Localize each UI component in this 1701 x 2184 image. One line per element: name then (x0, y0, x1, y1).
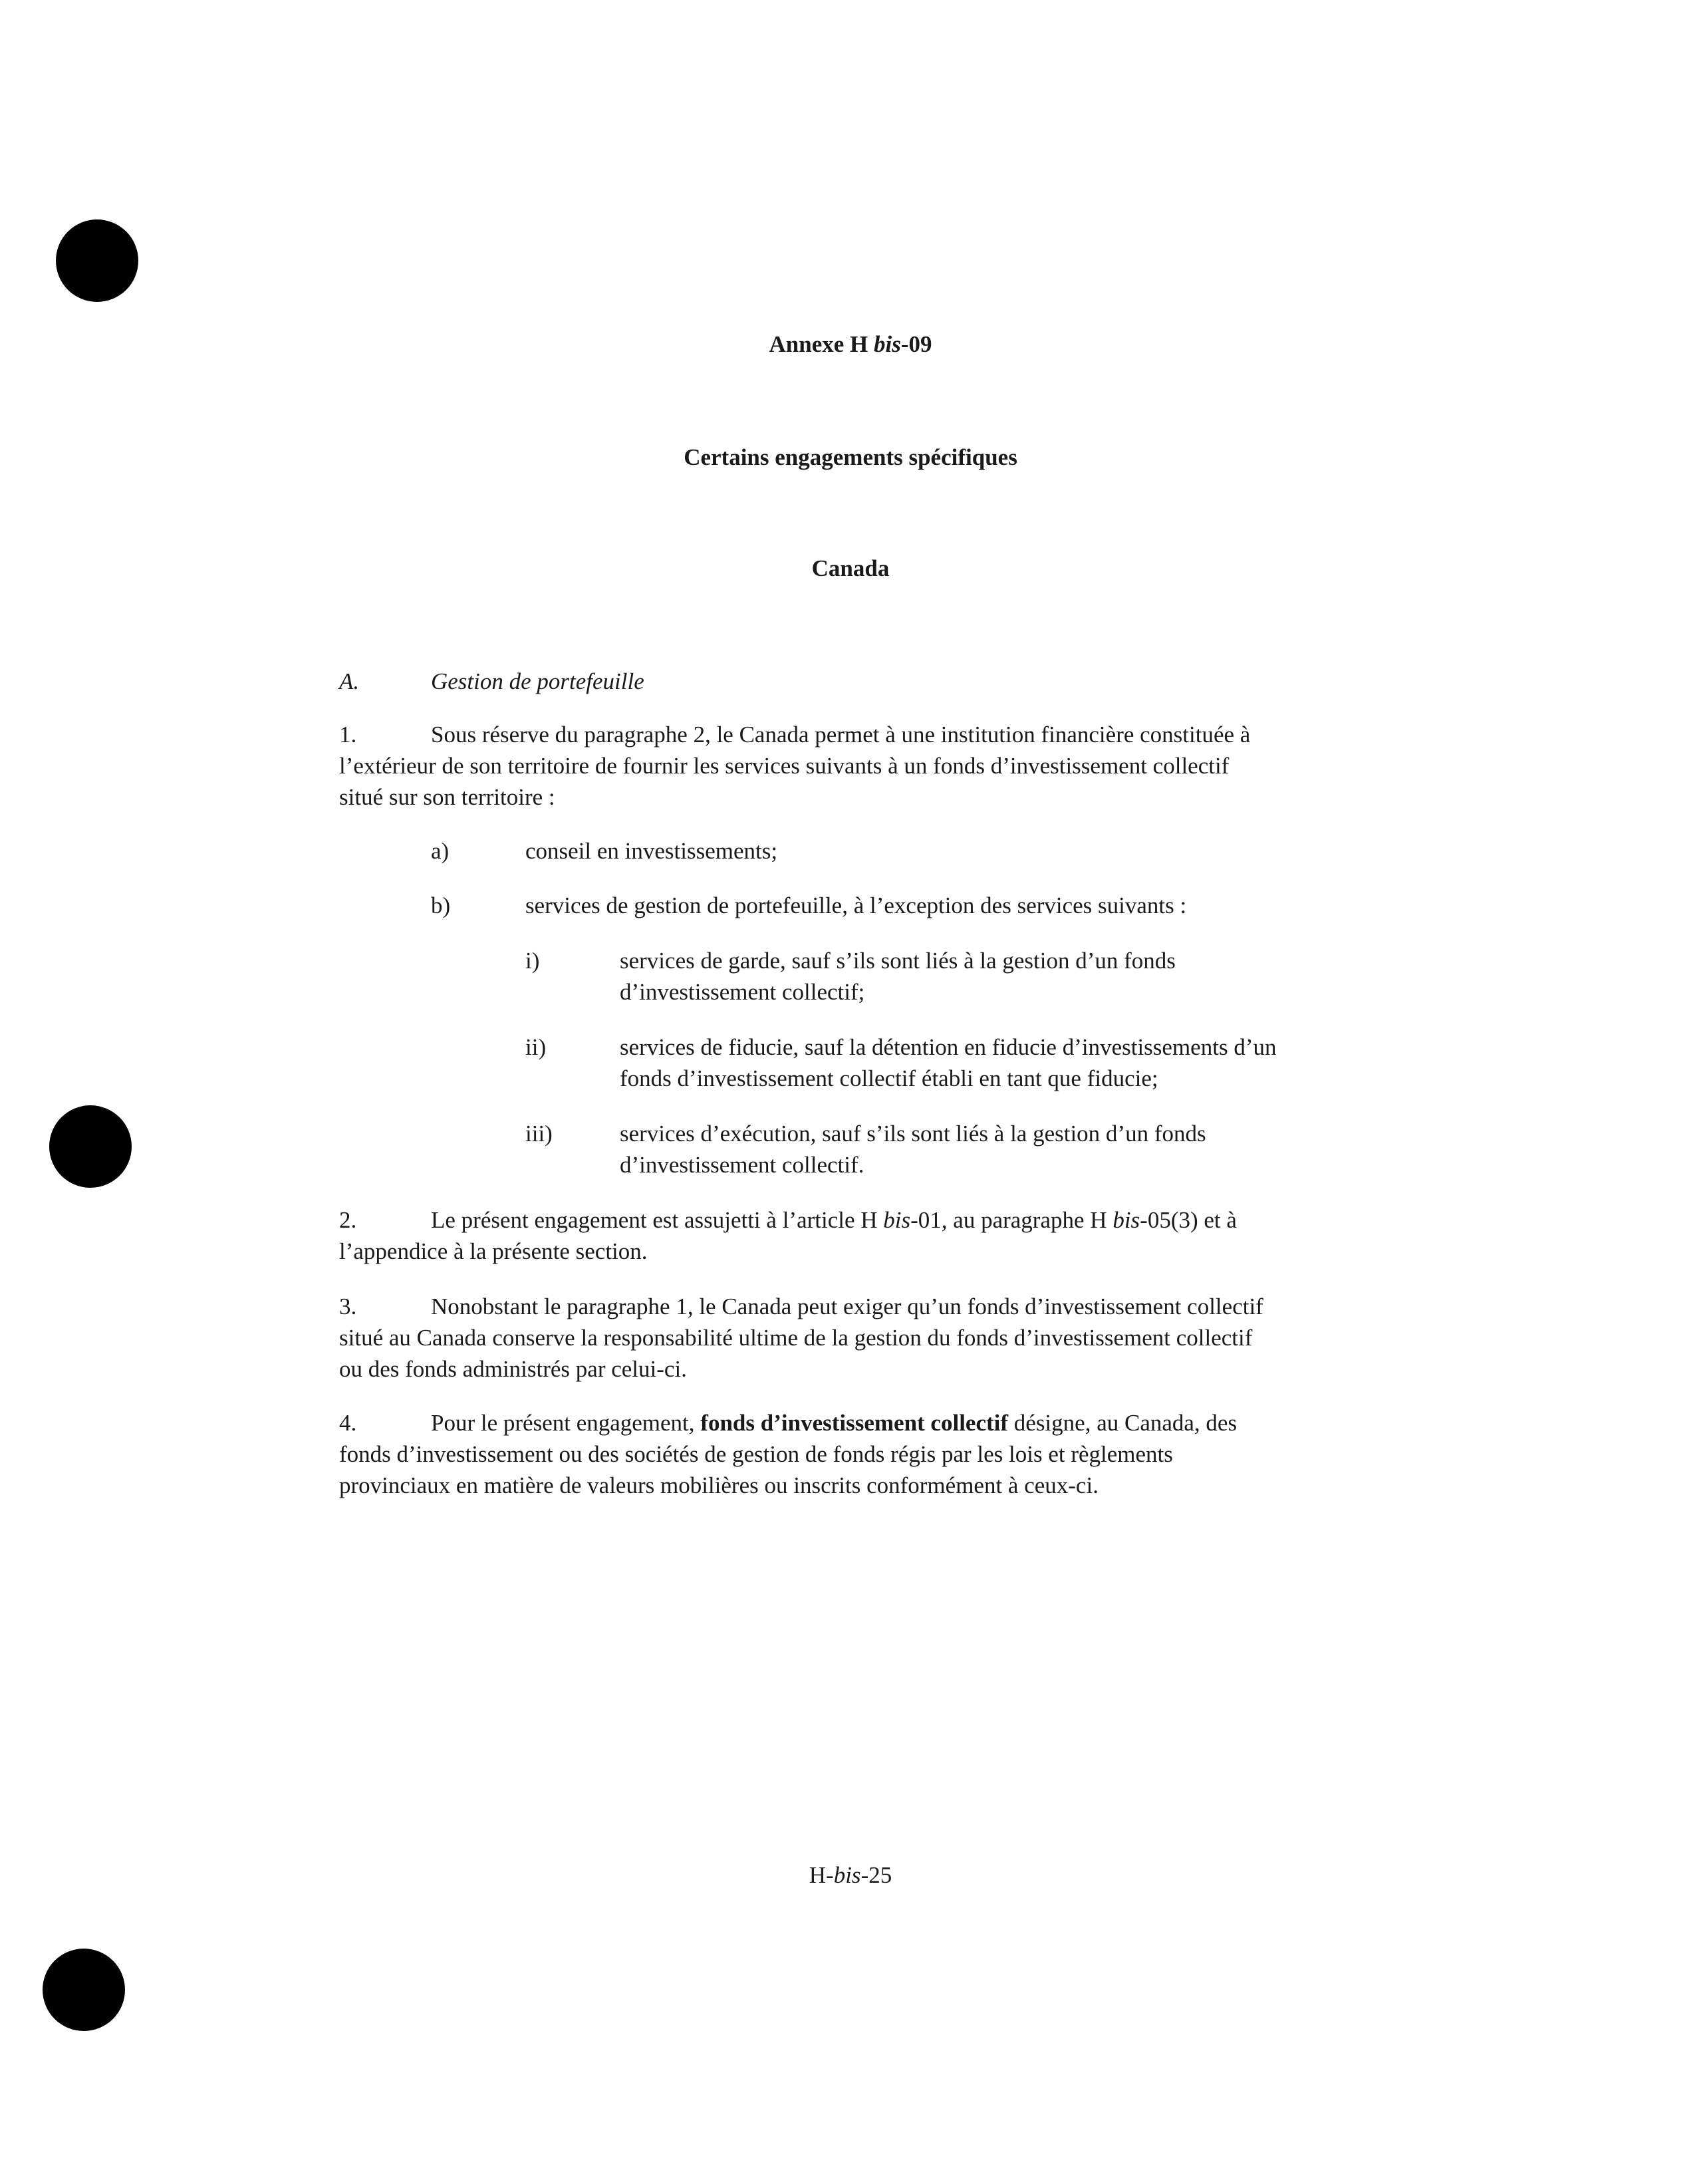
punch-hole-bottom (43, 1949, 125, 2031)
punch-hole-top (56, 219, 138, 302)
sub-item-line: d’investissement collectif. (620, 1152, 864, 1178)
paragraph-1-line: situé sur son territoire : (339, 784, 555, 810)
sub-item-line: services de garde, sauf s’ils sont liés à la gestion d’un fonds (620, 948, 1176, 974)
paragraph-3-line: ou des fonds administrés par celui-ci. (339, 1356, 687, 1382)
paragraph-3-line: situé au Canada conserve la responsabilité ultime de la gestion du fonds d’investissement collectif (339, 1325, 1253, 1351)
country-title: Canada (811, 555, 890, 581)
paragraph-4-number: 4. (339, 1410, 357, 1436)
defined-term: fonds d’investissement collectif (700, 1410, 1009, 1436)
sub-item-label: i) (525, 948, 540, 974)
annex-title: Annexe H bis-09 (769, 331, 932, 357)
punch-hole-middle (49, 1105, 132, 1188)
paragraph-1-line: l’extérieur de son territoire de fournir les services suivants à un fonds d’investissement collectif (339, 753, 1230, 779)
sub-item-line: services de fiducie, sauf la détention en fiducie d’investissements d’un (620, 1034, 1277, 1060)
paragraph-2-line: l’appendice à la présente section. (339, 1238, 648, 1264)
list-item-label: b) (431, 892, 451, 918)
paragraph-4-line: provinciaux en matière de valeurs mobilières ou inscrits conformément à ceux-ci. (339, 1472, 1099, 1498)
paragraph-2-number: 2. (339, 1207, 357, 1233)
paragraph-4-line: Pour le présent engagement, fonds d’investissement collectif désigne, au Canada, des (431, 1410, 1238, 1436)
paragraph-3-number: 3. (339, 1294, 357, 1319)
page-number: H-bis-25 (809, 1862, 892, 1888)
list-item-text: services de gestion de portefeuille, à l’exception des services suivants : (525, 892, 1187, 918)
paragraph-4-line: fonds d’investissement ou des sociétés de gestion de fonds régis par les lois et règlements (339, 1441, 1173, 1467)
section-a-heading: Gestion de portefeuille (431, 668, 644, 694)
paragraph-1-line: Sous réserve du paragraphe 2, le Canada permet à une institution financière constituée à (431, 722, 1251, 748)
sub-item-line: services d’exécution, sauf s’ils sont liés à la gestion d’un fonds (620, 1121, 1206, 1147)
sub-item-line: fonds d’investissement collectif établi en tant que fiducie; (620, 1065, 1158, 1091)
sub-item-line: d’investissement collectif; (620, 979, 865, 1005)
list-item-text: conseil en investissements; (525, 838, 778, 864)
section-title: Certains engagements spécifiques (684, 444, 1017, 470)
paragraph-3-line: Nonobstant le paragraphe 1, le Canada peut exiger qu’un fonds d’investissement collectif (431, 1294, 1263, 1319)
paragraph-2-line: Le présent engagement est assujetti à l’article H bis-01, au paragraphe H bis-05(3) et à (431, 1207, 1237, 1233)
sub-item-label: ii) (525, 1034, 547, 1060)
list-item-label: a) (431, 838, 450, 864)
paragraph-1-number: 1. (339, 722, 357, 748)
section-a-letter: A. (339, 668, 360, 694)
sub-item-label: iii) (525, 1121, 553, 1147)
